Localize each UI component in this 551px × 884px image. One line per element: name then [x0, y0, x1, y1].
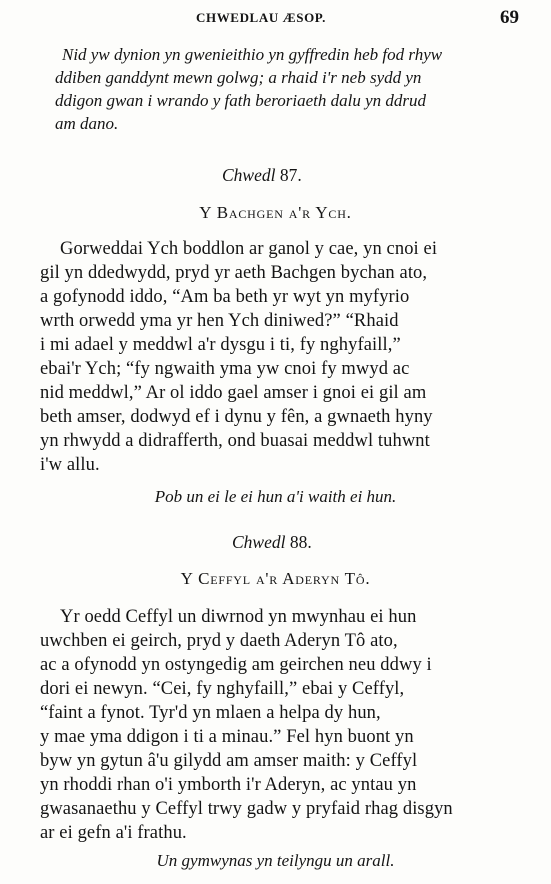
fable-text-line: wrth orwedd yma yr hen Ych diniwed?” “Rhaid	[40, 311, 399, 331]
fable-title: Y Ceffyl a'r Aderyn Tô.	[180, 569, 371, 588]
fable-text-line: Yr oedd Ceffyl un diwrnod yn mwynhau ei hun	[60, 607, 417, 627]
moral-line: am dano.	[55, 114, 119, 133]
fable-text-line: y mae yma ddigon i ti a minau.” Fel hyn buont yn	[40, 727, 414, 747]
fable-text-line: yn rhoddi rhan o'i ymborth i'r Aderyn, ac yntau yn	[40, 775, 417, 795]
fable-text-line: yn rhwydd a didrafferth, ond buasai meddwl tuhwnt	[40, 431, 430, 451]
fable-moral: Pob un ei le ei hun a'i waith ei hun.	[154, 487, 397, 506]
fable-text-line: byw yn gytun â'u gilydd am amser maith: y Ceffyl	[40, 751, 418, 771]
fable-number-heading	[232, 532, 312, 553]
fable-title: Y Bachgen a'r Ych.	[199, 203, 352, 222]
fable-text-line: dori ei newyn. “Cei, fy nghyfaill,” ebai y Ceffyl,	[40, 679, 405, 699]
fable-text-line: i'w allu.	[40, 455, 100, 475]
fable-text-line: gwasanaethu y Ceffyl trwy gadw y pryfaid rhag disgyn	[40, 799, 453, 819]
fable-number-word: Chwedl	[222, 165, 276, 185]
fable-number-value: 87.	[279, 165, 302, 185]
fable-number-value: 88.	[289, 532, 312, 552]
fable-text-line: ac a ofynodd yn ostyngedig am geirchen neu ddwy i	[40, 655, 432, 675]
fable-moral: Un gymwynas yn teilyngu un arall.	[156, 851, 395, 870]
moral-line: ddiben ganddynt mewn golwg; a rhaid i'r neb sydd yn	[55, 68, 422, 87]
running-head	[0, 8, 551, 28]
fable-text-line: ar ei gefn a'i frathu.	[40, 823, 187, 843]
fable-text-line: nid meddwl,” Ar ol iddo gael amser i gnoi ei gil am	[40, 383, 427, 403]
fable-number-word: Chwedl	[232, 532, 286, 552]
fable-number-heading	[222, 165, 302, 186]
fable-text-line: i mi adael y meddwl a'r dysgu i ti, fy nghyfaill,”	[40, 335, 401, 355]
fable-text-line: beth amser, dodwyd ef i dynu y fên, a gwnaeth hyny	[40, 407, 433, 427]
moral-line: Nid yw dynion yn gwenieithio yn gyffredin heb fod rhyw	[62, 45, 443, 64]
fable-text-line: “faint a fynot. Tyr'd yn mlaen a helpa dy hun,	[40, 703, 381, 723]
running-title: CHWEDLAU ÆSOP.	[196, 10, 326, 25]
page-number: 69	[500, 7, 519, 28]
moral-line: ddigon gwan i wrando y fath beroriaeth dalu yn ddrud	[55, 91, 427, 110]
fable-text-line: gil yn ddedwydd, pryd yr aeth Bachgen bychan ato,	[40, 263, 428, 283]
fable-text-line: uwchben ei geirch, pryd y daeth Aderyn Tô ato,	[40, 631, 398, 651]
fable-text-line: ebai'r Ych; “fy ngwaith yma yw cnoi fy mwyd ac	[40, 359, 410, 379]
fable-text-line: Gorweddai Ych boddlon ar ganol y cae, yn cnoi ei	[60, 239, 438, 259]
fable-text-line: a gofynodd iddo, “Am ba beth yr wyt yn myfyrio	[40, 287, 410, 307]
